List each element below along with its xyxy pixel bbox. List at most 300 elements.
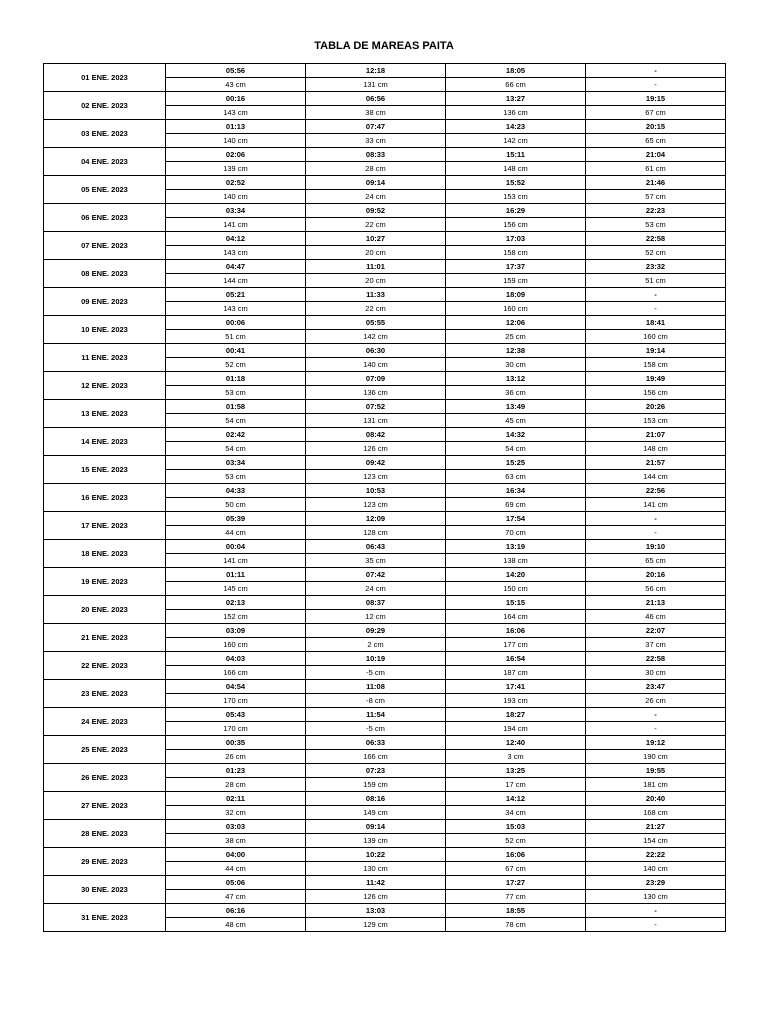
tide-time-cell: 16:06 xyxy=(446,848,586,862)
tide-height-cell: 51 cm xyxy=(586,274,726,288)
tide-time-cell: 04:47 xyxy=(166,260,306,274)
tide-height-cell: 38 cm xyxy=(166,834,306,848)
tide-height-cell: 63 cm xyxy=(446,470,586,484)
tide-time-cell: 18:27 xyxy=(446,708,586,722)
tide-height-cell: 139 cm xyxy=(166,162,306,176)
table-row xyxy=(44,400,726,414)
table-row xyxy=(44,288,726,302)
tide-height-cell: 130 cm xyxy=(306,862,446,876)
tide-height-cell: 53 cm xyxy=(586,218,726,232)
tide-time-cell: 14:20 xyxy=(446,568,586,582)
tide-height-cell: 77 cm xyxy=(446,890,586,904)
table-row xyxy=(44,764,726,778)
tide-height-cell: 168 cm xyxy=(586,806,726,820)
table-row xyxy=(44,540,726,554)
date-cell: 10 ENE. 2023 xyxy=(44,316,166,344)
tide-height-cell: 148 cm xyxy=(586,442,726,456)
tide-height-cell: -8 cm xyxy=(306,694,446,708)
tide-height-cell: 140 cm xyxy=(166,134,306,148)
tide-height-cell: 48 cm xyxy=(166,918,306,932)
tide-time-cell: 12:40 xyxy=(446,736,586,750)
tide-height-cell: 43 cm xyxy=(166,78,306,92)
date-cell: 21 ENE. 2023 xyxy=(44,624,166,652)
tide-time-cell: 17:37 xyxy=(446,260,586,274)
tide-time-cell: 19:55 xyxy=(586,764,726,778)
tide-time-cell: 15:15 xyxy=(446,596,586,610)
tide-time-cell: 20:15 xyxy=(586,120,726,134)
date-cell: 14 ENE. 2023 xyxy=(44,428,166,456)
tide-time-cell: 15:03 xyxy=(446,820,586,834)
tide-time-cell: 19:12 xyxy=(586,736,726,750)
tide-time-cell: 17:03 xyxy=(446,232,586,246)
tide-time-cell: 18:09 xyxy=(446,288,586,302)
tide-height-cell: 154 cm xyxy=(586,834,726,848)
tide-time-cell: 07:23 xyxy=(306,764,446,778)
tide-height-cell: 67 cm xyxy=(586,106,726,120)
table-row xyxy=(44,260,726,274)
tide-time-cell: 23:32 xyxy=(586,260,726,274)
tide-height-cell: 32 cm xyxy=(166,806,306,820)
tide-time-cell: 20:16 xyxy=(586,568,726,582)
tide-time-cell: 17:41 xyxy=(446,680,586,694)
tide-height-cell: - xyxy=(586,722,726,736)
tide-time-cell: 16:29 xyxy=(446,204,586,218)
tide-time-cell: 04:12 xyxy=(166,232,306,246)
date-cell: 01 ENE. 2023 xyxy=(44,64,166,92)
tide-time-cell: 10:22 xyxy=(306,848,446,862)
tide-height-cell: 123 cm xyxy=(306,470,446,484)
tide-height-cell: 126 cm xyxy=(306,890,446,904)
tide-time-cell: 00:06 xyxy=(166,316,306,330)
tide-time-cell: 02:52 xyxy=(166,176,306,190)
tide-height-cell: 25 cm xyxy=(446,330,586,344)
tide-height-cell: 57 cm xyxy=(586,190,726,204)
tide-height-cell: 69 cm xyxy=(446,498,586,512)
tide-height-cell: 26 cm xyxy=(166,750,306,764)
tide-height-cell: 30 cm xyxy=(586,666,726,680)
tide-height-cell: - xyxy=(586,302,726,316)
tide-height-cell: 47 cm xyxy=(166,890,306,904)
table-row xyxy=(44,232,726,246)
table-row xyxy=(44,568,726,582)
tide-time-cell: 09:29 xyxy=(306,624,446,638)
tide-time-cell: 00:35 xyxy=(166,736,306,750)
tide-height-cell: 190 cm xyxy=(586,750,726,764)
tide-time-cell: 22:58 xyxy=(586,652,726,666)
tide-height-cell: 53 cm xyxy=(166,470,306,484)
tide-time-cell: 18:05 xyxy=(446,64,586,78)
tide-height-cell: - xyxy=(586,526,726,540)
table-row xyxy=(44,904,726,918)
tide-time-cell: 06:33 xyxy=(306,736,446,750)
tide-time-cell: 08:37 xyxy=(306,596,446,610)
tide-height-cell: 28 cm xyxy=(166,778,306,792)
tide-height-cell: 131 cm xyxy=(306,78,446,92)
table-row xyxy=(44,680,726,694)
tide-height-cell: 24 cm xyxy=(306,190,446,204)
table-row xyxy=(44,372,726,386)
tide-time-cell: 13:19 xyxy=(446,540,586,554)
tide-height-cell: 78 cm xyxy=(446,918,586,932)
tide-height-cell: 181 cm xyxy=(586,778,726,792)
tide-time-cell: 19:14 xyxy=(586,344,726,358)
tide-height-cell: 166 cm xyxy=(166,666,306,680)
tide-time-cell: 03:03 xyxy=(166,820,306,834)
tide-time-cell: 20:40 xyxy=(586,792,726,806)
tide-height-cell: 153 cm xyxy=(586,414,726,428)
tide-height-cell: 44 cm xyxy=(166,862,306,876)
tide-time-cell: 05:43 xyxy=(166,708,306,722)
tide-height-cell: 156 cm xyxy=(586,386,726,400)
tide-height-cell: 34 cm xyxy=(446,806,586,820)
tide-time-cell: 07:42 xyxy=(306,568,446,582)
tide-time-cell: 13:25 xyxy=(446,764,586,778)
date-cell: 29 ENE. 2023 xyxy=(44,848,166,876)
tide-height-cell: 45 cm xyxy=(446,414,586,428)
tide-time-cell: 19:49 xyxy=(586,372,726,386)
tide-time-cell: 09:52 xyxy=(306,204,446,218)
tide-height-cell: 194 cm xyxy=(446,722,586,736)
tide-time-cell: - xyxy=(586,708,726,722)
date-cell: 25 ENE. 2023 xyxy=(44,736,166,764)
tide-time-cell: 06:30 xyxy=(306,344,446,358)
tide-height-cell: 61 cm xyxy=(586,162,726,176)
table-row xyxy=(44,316,726,330)
date-cell: 09 ENE. 2023 xyxy=(44,288,166,316)
tide-height-cell: 66 cm xyxy=(446,78,586,92)
tide-time-cell: 05:06 xyxy=(166,876,306,890)
tide-time-cell: 09:14 xyxy=(306,176,446,190)
table-row xyxy=(44,92,726,106)
tide-time-cell: 09:14 xyxy=(306,820,446,834)
date-cell: 03 ENE. 2023 xyxy=(44,120,166,148)
tide-time-cell: 23:29 xyxy=(586,876,726,890)
tide-time-cell: - xyxy=(586,512,726,526)
tide-height-cell: 37 cm xyxy=(586,638,726,652)
table-row xyxy=(44,428,726,442)
tide-height-cell: 187 cm xyxy=(446,666,586,680)
tide-height-cell: 193 cm xyxy=(446,694,586,708)
tide-time-cell: 01:11 xyxy=(166,568,306,582)
tide-time-cell: 11:08 xyxy=(306,680,446,694)
tide-height-cell: 126 cm xyxy=(306,442,446,456)
tide-height-cell: 65 cm xyxy=(586,134,726,148)
date-cell: 22 ENE. 2023 xyxy=(44,652,166,680)
date-cell: 18 ENE. 2023 xyxy=(44,540,166,568)
tide-height-cell: 28 cm xyxy=(306,162,446,176)
tide-height-cell: 160 cm xyxy=(446,302,586,316)
tide-height-cell: 2 cm xyxy=(306,638,446,652)
tide-height-cell: 164 cm xyxy=(446,610,586,624)
tide-time-cell: 04:03 xyxy=(166,652,306,666)
tide-height-cell: - xyxy=(586,78,726,92)
tide-height-cell: 166 cm xyxy=(306,750,446,764)
tide-height-cell: 20 cm xyxy=(306,274,446,288)
table-row xyxy=(44,484,726,498)
table-row xyxy=(44,848,726,862)
tide-height-cell: -5 cm xyxy=(306,666,446,680)
tide-time-cell: 22:56 xyxy=(586,484,726,498)
tide-height-cell: 54 cm xyxy=(166,414,306,428)
tide-height-cell: 51 cm xyxy=(166,330,306,344)
tide-time-cell: 10:19 xyxy=(306,652,446,666)
tide-height-cell: 139 cm xyxy=(306,834,446,848)
tide-height-cell: 46 cm xyxy=(586,610,726,624)
tide-height-cell: 131 cm xyxy=(306,414,446,428)
tide-height-cell: 158 cm xyxy=(446,246,586,260)
date-cell: 13 ENE. 2023 xyxy=(44,400,166,428)
date-cell: 20 ENE. 2023 xyxy=(44,596,166,624)
tide-time-cell: 05:39 xyxy=(166,512,306,526)
tide-time-cell: 15:11 xyxy=(446,148,586,162)
tide-height-cell: 170 cm xyxy=(166,722,306,736)
tide-time-cell: 16:34 xyxy=(446,484,586,498)
tide-height-cell: 67 cm xyxy=(446,862,586,876)
tide-time-cell: 10:27 xyxy=(306,232,446,246)
tide-time-cell: 08:42 xyxy=(306,428,446,442)
tide-time-cell: 19:15 xyxy=(586,92,726,106)
tide-time-cell: - xyxy=(586,904,726,918)
tide-height-cell: 170 cm xyxy=(166,694,306,708)
tide-height-cell: - xyxy=(586,918,726,932)
tide-time-cell: 12:09 xyxy=(306,512,446,526)
date-cell: 11 ENE. 2023 xyxy=(44,344,166,372)
tide-time-cell: 02:11 xyxy=(166,792,306,806)
tide-time-cell: 13:12 xyxy=(446,372,586,386)
tide-time-cell: 17:54 xyxy=(446,512,586,526)
tide-height-cell: 140 cm xyxy=(166,190,306,204)
tide-time-cell: 21:07 xyxy=(586,428,726,442)
tide-height-cell: 3 cm xyxy=(446,750,586,764)
tide-time-cell: 05:56 xyxy=(166,64,306,78)
tide-time-cell: 08:16 xyxy=(306,792,446,806)
tide-height-cell: 141 cm xyxy=(166,554,306,568)
tide-height-cell: 156 cm xyxy=(446,218,586,232)
tide-height-cell: 160 cm xyxy=(586,330,726,344)
tide-time-cell: 11:54 xyxy=(306,708,446,722)
tide-height-cell: 136 cm xyxy=(446,106,586,120)
tide-time-cell: 04:54 xyxy=(166,680,306,694)
tide-time-cell: 23:47 xyxy=(586,680,726,694)
tide-time-cell: 16:54 xyxy=(446,652,586,666)
tide-time-cell: 06:16 xyxy=(166,904,306,918)
date-cell: 12 ENE. 2023 xyxy=(44,372,166,400)
date-cell: 15 ENE. 2023 xyxy=(44,456,166,484)
tide-height-cell: -5 cm xyxy=(306,722,446,736)
date-cell: 02 ENE. 2023 xyxy=(44,92,166,120)
tide-height-cell: 141 cm xyxy=(586,498,726,512)
tide-height-cell: 22 cm xyxy=(306,218,446,232)
tide-height-cell: 54 cm xyxy=(166,442,306,456)
table-row xyxy=(44,708,726,722)
tide-height-cell: 53 cm xyxy=(166,386,306,400)
tide-height-cell: 50 cm xyxy=(166,498,306,512)
tide-time-cell: 12:18 xyxy=(306,64,446,78)
tide-time-cell: 09:42 xyxy=(306,456,446,470)
tide-time-cell: 12:38 xyxy=(446,344,586,358)
tide-time-cell: 21:13 xyxy=(586,596,726,610)
tide-height-cell: 65 cm xyxy=(586,554,726,568)
table-row xyxy=(44,624,726,638)
table-row xyxy=(44,120,726,134)
tide-time-cell: 06:43 xyxy=(306,540,446,554)
tide-height-cell: 143 cm xyxy=(166,246,306,260)
tide-height-cell: 17 cm xyxy=(446,778,586,792)
tide-time-cell: 03:09 xyxy=(166,624,306,638)
tide-time-cell: 22:22 xyxy=(586,848,726,862)
tide-height-cell: 142 cm xyxy=(446,134,586,148)
tide-time-cell: 01:58 xyxy=(166,400,306,414)
tide-height-cell: 150 cm xyxy=(446,582,586,596)
tide-height-cell: 148 cm xyxy=(446,162,586,176)
tide-height-cell: 177 cm xyxy=(446,638,586,652)
table-row xyxy=(44,456,726,470)
tide-time-cell: 04:00 xyxy=(166,848,306,862)
tide-table xyxy=(43,63,726,932)
tide-time-cell: 22:07 xyxy=(586,624,726,638)
date-cell: 23 ENE. 2023 xyxy=(44,680,166,708)
tide-time-cell: 18:55 xyxy=(446,904,586,918)
tide-height-cell: 141 cm xyxy=(166,218,306,232)
tide-time-cell: 00:41 xyxy=(166,344,306,358)
tide-height-cell: 149 cm xyxy=(306,806,446,820)
tide-time-cell: 00:04 xyxy=(166,540,306,554)
tide-time-cell: 14:32 xyxy=(446,428,586,442)
tide-height-cell: 33 cm xyxy=(306,134,446,148)
tide-height-cell: 130 cm xyxy=(586,890,726,904)
tide-time-cell: 02:13 xyxy=(166,596,306,610)
date-cell: 05 ENE. 2023 xyxy=(44,176,166,204)
tide-height-cell: 144 cm xyxy=(166,274,306,288)
tide-time-cell: 08:33 xyxy=(306,148,446,162)
tide-time-cell: 14:12 xyxy=(446,792,586,806)
tide-time-cell: 02:42 xyxy=(166,428,306,442)
tide-time-cell: 10:53 xyxy=(306,484,446,498)
tide-time-cell: 12:06 xyxy=(446,316,586,330)
tide-height-cell: 140 cm xyxy=(306,358,446,372)
tide-height-cell: 158 cm xyxy=(586,358,726,372)
tide-time-cell: 04:33 xyxy=(166,484,306,498)
tide-time-cell: 03:34 xyxy=(166,204,306,218)
tide-time-cell: 07:47 xyxy=(306,120,446,134)
date-cell: 24 ENE. 2023 xyxy=(44,708,166,736)
date-cell: 31 ENE. 2023 xyxy=(44,904,166,932)
tide-height-cell: 159 cm xyxy=(446,274,586,288)
tide-time-cell: - xyxy=(586,288,726,302)
tide-time-cell: 01:18 xyxy=(166,372,306,386)
tide-time-cell: 21:04 xyxy=(586,148,726,162)
table-row xyxy=(44,736,726,750)
tide-time-cell: 20:26 xyxy=(586,400,726,414)
table-row xyxy=(44,652,726,666)
tide-height-cell: 20 cm xyxy=(306,246,446,260)
tide-height-cell: 35 cm xyxy=(306,554,446,568)
date-cell: 27 ENE. 2023 xyxy=(44,792,166,820)
table-row xyxy=(44,820,726,834)
tide-height-cell: 160 cm xyxy=(166,638,306,652)
tide-height-cell: 70 cm xyxy=(446,526,586,540)
tide-time-cell: 01:13 xyxy=(166,120,306,134)
tide-time-cell: 21:46 xyxy=(586,176,726,190)
date-cell: 16 ENE. 2023 xyxy=(44,484,166,512)
tide-time-cell: 07:09 xyxy=(306,372,446,386)
tide-height-cell: 56 cm xyxy=(586,582,726,596)
date-cell: 08 ENE. 2023 xyxy=(44,260,166,288)
tide-height-cell: 140 cm xyxy=(586,862,726,876)
table-row xyxy=(44,148,726,162)
tide-time-cell: 21:27 xyxy=(586,820,726,834)
tide-time-cell: 07:52 xyxy=(306,400,446,414)
tide-time-cell: 00:16 xyxy=(166,92,306,106)
tide-height-cell: 38 cm xyxy=(306,106,446,120)
tide-time-cell: 14:23 xyxy=(446,120,586,134)
tide-height-cell: 143 cm xyxy=(166,106,306,120)
date-cell: 28 ENE. 2023 xyxy=(44,820,166,848)
tide-time-cell: 18:41 xyxy=(586,316,726,330)
tide-time-cell: 01:23 xyxy=(166,764,306,778)
tide-time-cell: 05:21 xyxy=(166,288,306,302)
tide-height-cell: 52 cm xyxy=(586,246,726,260)
tide-height-cell: 52 cm xyxy=(446,834,586,848)
tide-height-cell: 144 cm xyxy=(586,470,726,484)
tide-time-cell: 02:06 xyxy=(166,148,306,162)
date-cell: 17 ENE. 2023 xyxy=(44,512,166,540)
tide-height-cell: 54 cm xyxy=(446,442,586,456)
table-row xyxy=(44,792,726,806)
tide-height-cell: 142 cm xyxy=(306,330,446,344)
tide-time-cell: 11:01 xyxy=(306,260,446,274)
tide-time-cell: - xyxy=(586,64,726,78)
tide-time-cell: 11:33 xyxy=(306,288,446,302)
tide-height-cell: 145 cm xyxy=(166,582,306,596)
tide-time-cell: 19:10 xyxy=(586,540,726,554)
tide-time-cell: 05:55 xyxy=(306,316,446,330)
tide-height-cell: 24 cm xyxy=(306,582,446,596)
tide-time-cell: 22:58 xyxy=(586,232,726,246)
tide-height-cell: 138 cm xyxy=(446,554,586,568)
tide-time-cell: 16:06 xyxy=(446,624,586,638)
tide-height-cell: 136 cm xyxy=(306,386,446,400)
date-cell: 04 ENE. 2023 xyxy=(44,148,166,176)
tide-height-cell: 44 cm xyxy=(166,526,306,540)
tide-height-cell: 30 cm xyxy=(446,358,586,372)
table-row xyxy=(44,204,726,218)
table-row xyxy=(44,512,726,526)
tide-height-cell: 123 cm xyxy=(306,498,446,512)
tide-height-cell: 159 cm xyxy=(306,778,446,792)
date-cell: 06 ENE. 2023 xyxy=(44,204,166,232)
tide-height-cell: 128 cm xyxy=(306,526,446,540)
tide-height-cell: 143 cm xyxy=(166,302,306,316)
tide-time-cell: 22:23 xyxy=(586,204,726,218)
tide-time-cell: 15:25 xyxy=(446,456,586,470)
tide-height-cell: 26 cm xyxy=(586,694,726,708)
tide-time-cell: 13:03 xyxy=(306,904,446,918)
table-row xyxy=(44,876,726,890)
date-cell: 30 ENE. 2023 xyxy=(44,876,166,904)
tide-height-cell: 52 cm xyxy=(166,358,306,372)
tide-height-cell: 152 cm xyxy=(166,610,306,624)
table-row xyxy=(44,344,726,358)
table-row xyxy=(44,64,726,78)
tide-height-cell: 36 cm xyxy=(446,386,586,400)
tide-height-cell: 129 cm xyxy=(306,918,446,932)
tide-time-cell: 03:34 xyxy=(166,456,306,470)
page-title: TABLA DE MAREAS PAITA xyxy=(314,40,454,52)
table-row xyxy=(44,176,726,190)
tide-time-cell: 21:57 xyxy=(586,456,726,470)
tide-time-cell: 13:27 xyxy=(446,92,586,106)
